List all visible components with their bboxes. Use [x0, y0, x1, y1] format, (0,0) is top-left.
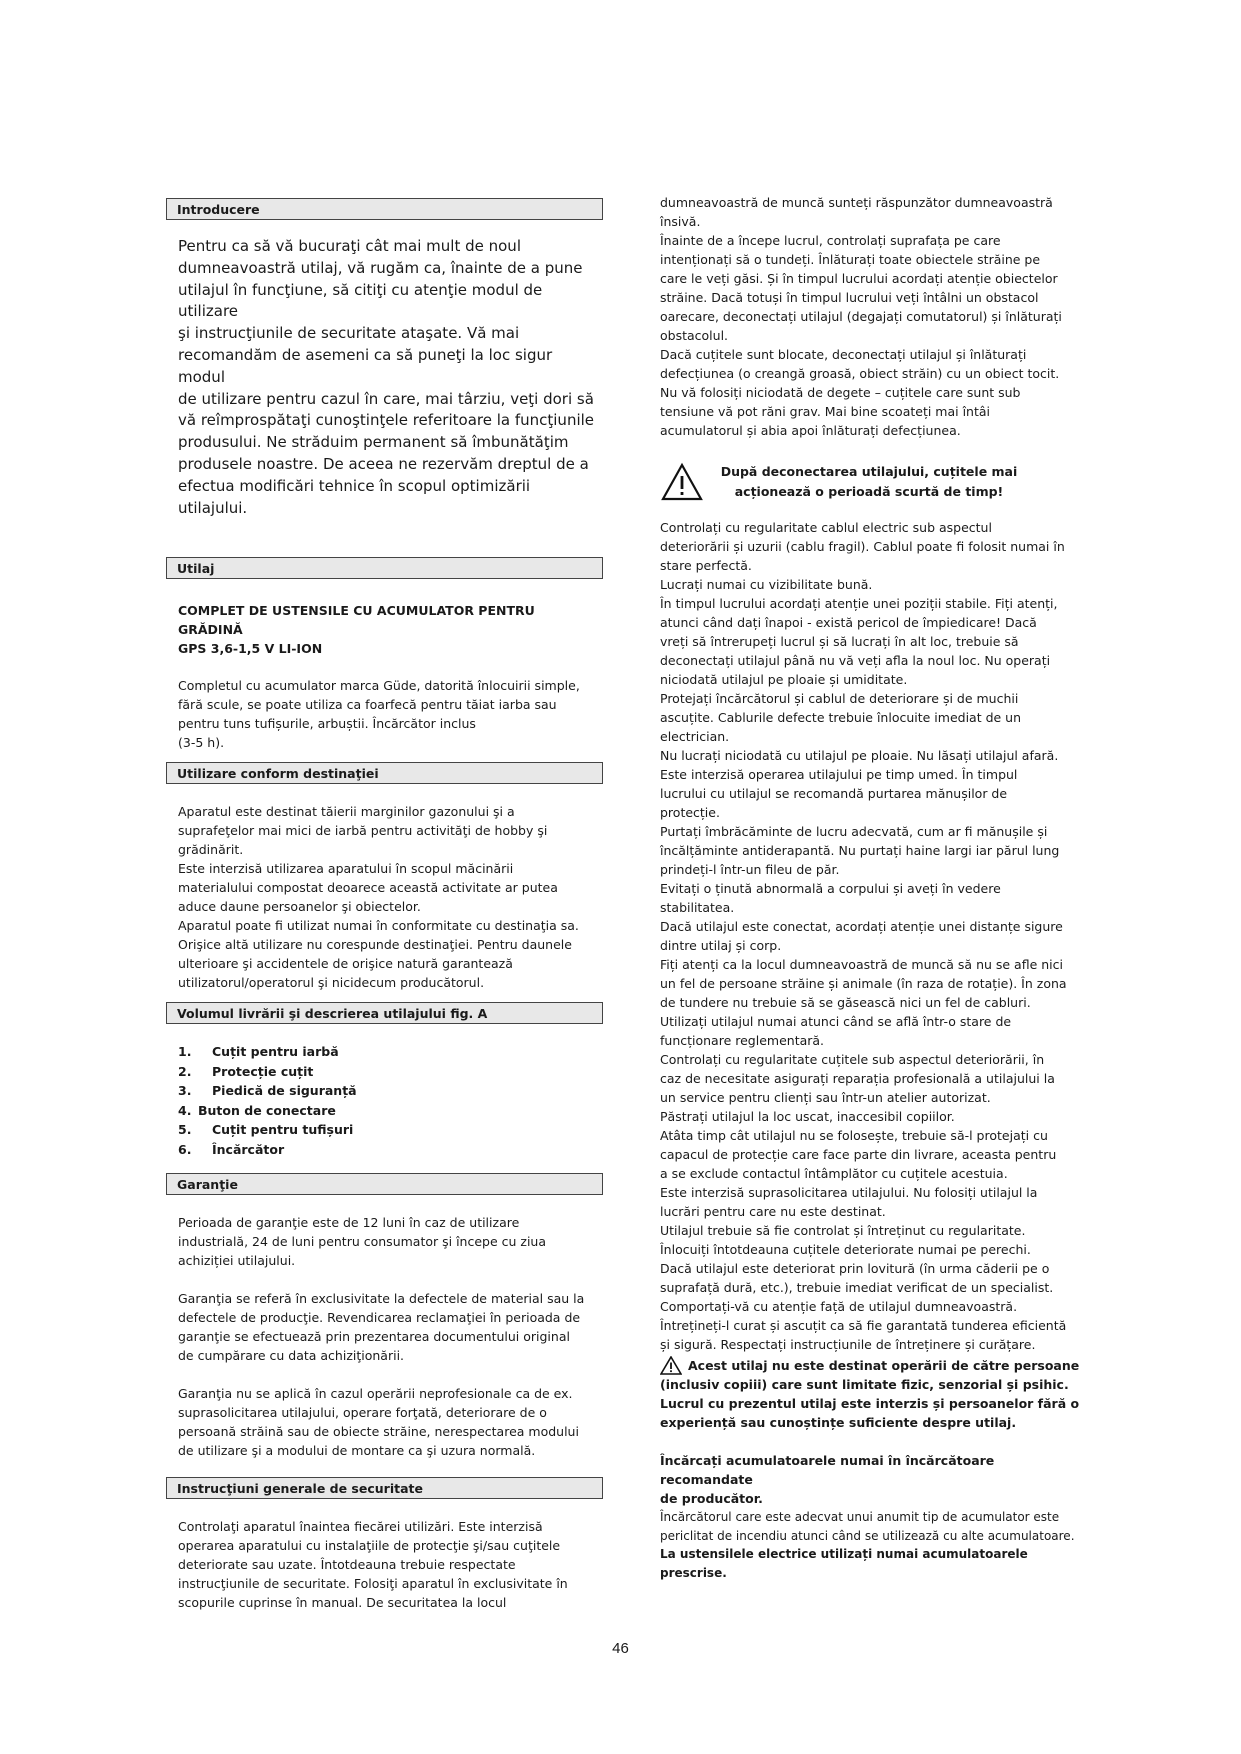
list-item: 6. Încărcător	[178, 1141, 285, 1157]
delivery-header: Volumul livrării şi descrierea utilajului fig. A	[166, 1002, 603, 1024]
children-warning-text: Acest utilaj nu este destinat operării de către persoane (inclusiv copiii) care sunt limitate fizic, senzorial și psihic. Lucrul cu prezentul utilaj este interzis și persoanelor fără o experiență sau cunoștințe suficiente despre utilaj.	[660, 1358, 1080, 1430]
warranty-text-1: Perioada de garanţie este de 12 luni în caz de utilizare industrială, 24 de luni pentru consumator şi începe cu ziua achiziției utilajului.	[178, 1215, 547, 1269]
safety-text: Controlaţi aparatul înaintea fiecărei utilizări. Este interzisă operarea aparatului cu instalaţiile de protecţie şi/sau cuţitele deteriorate sau uzate. Întotdeauna trebuie respectate instrucţiunile de securitate. Folosiţi aparatul în exclusivitate în scopurile cuprinse în manual. De securitatea la locul	[178, 1519, 568, 1611]
product-title: COMPLET DE USTENSILE CU ACUMULATOR PENTRU GRĂDINĂ GPS 3,6-1,5 V LI-ION	[178, 603, 535, 657]
right-column	[660, 193, 1080, 1582]
usage-text: Aparatul este destinat tăierii marginilor gazonului şi a suprafeţelor mai mici de iarbă pentru activităţi de hobby şi grădinărit. Este interzisă utilizarea aparatului în scopul măcinării materialului compostat deoarece această activitate ar putea aduce daune persoanelor şi obiectelor. Aparatul poate fi utilizat numai în conformitate cu destinaţia sa. Orişice altă utilizare nu corespunde destinaţiei. Pentru daunele ulterioare şi accidentele de orişice natură garantează utilizatorul/operatorul şi nicidecum producătorul.	[178, 804, 579, 991]
intro-header: Introducere	[166, 198, 603, 220]
list-item: 2. Protecție cuțit	[178, 1063, 314, 1079]
warning-text: După deconectarea utilajului, cuțitele mai acționează o perioadă scurtă de timp!	[720, 464, 1018, 499]
list-item: 5. Cuțit pentru tufișuri	[178, 1122, 354, 1138]
battery-warning-text: Încărcătorul care este adecvat unui anumit tip de acumulator este periclitat de incendiu atunci când se utilizează cu alte acumulatoare.	[660, 1510, 1075, 1543]
warranty-text-2: Garanţia se referă în exclusivitate la defectele de material sau la defectele de producţie. Revendicarea reclamaţiei în perioada de garanţie se efectuează prin prezentarea documentului original de cumpărare cu data achiziţionării.	[178, 1291, 585, 1364]
warning-triangle-icon	[660, 462, 704, 502]
intro-text: Pentru ca să vă bucuraţi cât mai mult de noul dumneavoastră utilaj, vă rugăm ca, înainte de a pune utilajul în funcţiune, să citiţi cu atenţie modul de utilizare şi instrucţiunile de securitate ataşate. Vă mai recomandăm de asemeni ca să puneţi la loc sigur modul de utilizare pentru cazul în care, mai târziu, veţi dori să vă reîmprospătaţi cunoştinţele referitoare la funcţiunile produsului. Ne străduim permanent să îmbunătăţim produsele noastre. De aceea ne rezervăm dreptul de a efectua modificări tehnice în scopul optimizării utilajului.	[178, 237, 595, 517]
list-item: 4. Buton de conectare	[178, 1102, 336, 1118]
list-item: 1. Cuțit pentru iarbă	[178, 1044, 339, 1060]
right-main-text: Controlați cu regularitate cablul electric sub aspectul deteriorării și uzurii (cablu fragil). Cablul poate fi folosit numai în stare perfectă. Lucrați numai cu vizibilitate bună. În timpul lucrului acordați atenție unei poziții stabile. Fiți atenți, atunci când dați înapoi - există pericol de împiedicare! Dacă vreți să întrerupeți lucrul și să lucrați în alt loc, trebuie să deconectați utilajul până nu vă veți afla la noul loc. Nu operați niciodată utilajul pe ploaie și umiditate. Protejați încărcătorul și cablul de deteriorare și de muchii ascuțite. Cablurile defecte trebuie înlocuite imediat de un electrician. Nu lucrați niciodată cu utilajul pe ploaie. Nu lăsați utilajul afară. Este interzisă operarea utilajului pe timp umed. În timpul lucrului cu utilajul se recomandă purtarea mănușilor de protecție. Purtați îmbrăcăminte de lucru adecvată, cum ar fi mănușile și încălțăminte antiderapantă. Nu purtați haine largi iar părul lung prindeți-l într-un fileu de păr. Evitați o ținută abnormală a corpului și aveți în vedere stabilitatea. Dacă utilajul este conectat, acordați atenție unei distanțe sigure dintre utilaj și corp. Fiți atenți ca la locul dumneavoastră de muncă să nu se afle nici un fel de persoane străine și animale (în raza de rotație). În zona de tundere nu trebuie să se găsească nici un fel de cabluri. Utilizați utilajul numai atunci când se află într-o stare de funcționare reglementară. Controlați cu regularitate cuțitele sub aspectul deteriorării, în caz de necesitate asigurați reparația profesională a utilajului la un service pentru clienți sau într-un atelier autorizat. Păstrați utilajul la loc uscat, inaccesibil copiilor. Atâta timp cât utilajul nu se folosește, trebuie să-l protejați cu capacul de protecție care face parte din livrare, aceasta pentru a se exclude contactul întâmplător cu cuțitele acestuia. Este interzisă suprasolicitarea utilajului. Nu folosiți utilajul la lucrări pentru care nu este destinat. Utilajul trebuie să fie controlat și întreținut cu regularitate. Înlocuiți întotdeauna cuțitele deteriorate numai pe perechi. Dacă utilajul este deteriorat prin lovitură (în urma căderii pe o suprafață dură, etc.), trebuie imediat verificat de un specialist. Comportați-vă cu atenție față de utilajul dumneavoastră. Întrețineți-l curat și ascuțit ca să fie garantată tunderea eficientă și sigură. Respectați instrucțiunile de întreținere și curățare.	[660, 520, 1067, 1352]
battery-warning-final: La ustensilele electrice utilizați numai acumulatoarele prescrise.	[660, 1547, 1028, 1580]
warning-box	[660, 462, 1080, 502]
usage-header: Utilizare conform destinaţiei	[166, 762, 603, 784]
list-item: 3. Piedică de siguranță	[178, 1083, 357, 1099]
page-number: 46	[612, 1640, 629, 1657]
battery-warning-bold: Încărcați acumulatoarele numai în încărcătoare recomandate de producător.	[660, 1453, 995, 1506]
right-top-text: dumneavoastră de muncă sunteți răspunzător dumneavoastră însivă. Înainte de a începe lucrul, controlați suprafața pe care intenționați să o tundeți. Înlăturați toate obiectele străine pe care le veți găsi. Și în timpul lucrului acordați atenție obiectelor străine. Dacă totuși în timpul lucrului veți întâlni un obstacol oarecare, deconectați utilajul (degajați comutatorul) și înlăturați obstacolul. Dacă cuțitele sunt blocate, deconectați utilajul și înlăturați defecțiunea (o creangă groasă, obiect străin) cu un obiect tocit. Nu vă folosiți niciodată de degete – cuțitele care sunt sub tensiune vă pot răni grav. Mai bine scoateți mai întâi acumulatorul și abia apoi înlăturați defecțiunea.	[660, 195, 1062, 438]
safety-header: Instrucţiuni generale de securitate	[166, 1477, 603, 1499]
left-column	[166, 198, 603, 1612]
delivery-list	[166, 1042, 603, 1159]
warranty-text-3: Garanţia nu se aplică în cazul operării neprofesionale ca de ex. suprasolicitarea utilajului, operare forţată, deteriorare de o persoană străină sau de obiecte străine, nerespectarea modului de utilizare şi a modului de montare ca şi uzura normală.	[178, 1386, 579, 1459]
utilaj-header: Utilaj	[166, 557, 603, 579]
warning-triangle-icon	[660, 1356, 682, 1375]
warranty-header: Garanţie	[166, 1173, 603, 1195]
product-description: Completul cu acumulator marca Güde, datorită înlocuirii simple, fără scule, se poate utiliza ca foarfecă pentru tăiat iarba sau pentru tuns tufișurile, arbuștii. Încărcător inclus (3-5 h).	[178, 678, 580, 751]
